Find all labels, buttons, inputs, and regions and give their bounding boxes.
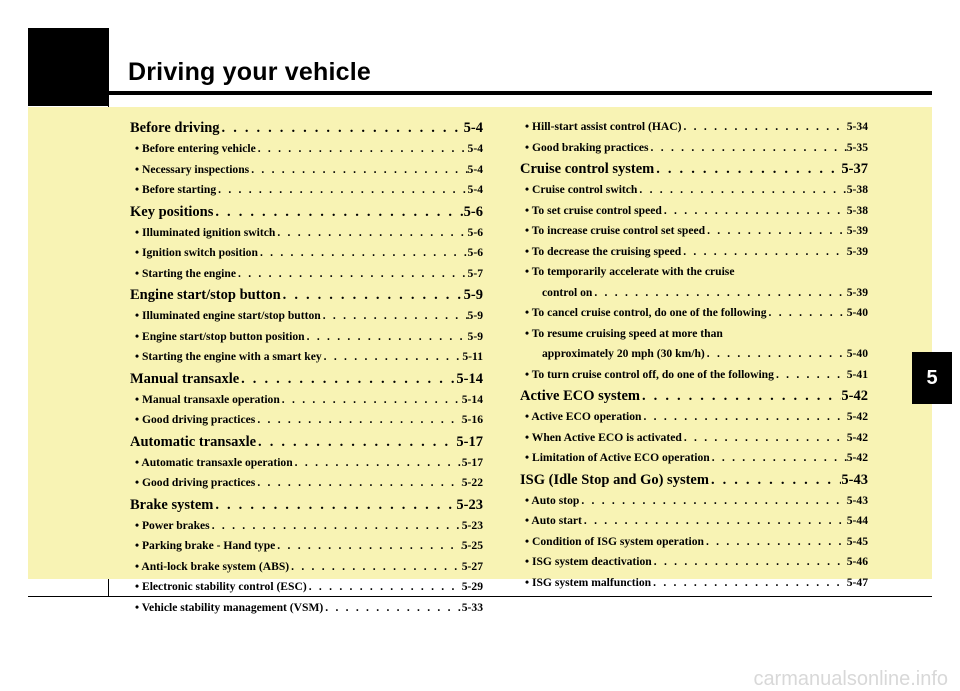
toc-page-number: 5-38 [846,183,868,196]
toc-page-number: 5-14 [456,370,483,387]
chapter-tab[interactable]: 5 [912,352,952,404]
toc-entry-title: • Before entering vehicle [135,142,256,155]
toc-entry-title: • Illuminated ignition switch [135,225,276,239]
toc-entry-title: • To decrease the cruising speed [525,244,682,258]
toc-entry-title: • Ignition switch position [135,246,258,259]
dot-leader [305,330,468,343]
toc-page-number: 5-9 [463,287,483,303]
toc-page-number: 5-44 [846,514,868,527]
toc-entry-title: • Auto stop [525,493,580,507]
dot-leader [649,141,847,154]
toc-entry-title: • To increase cruise control set speed [525,224,706,237]
toc-entry[interactable] [520,514,868,535]
toc-entry[interactable] [520,347,868,368]
toc-entry-title: • Starting the engine [135,266,236,280]
dot-leader [255,413,461,426]
toc-entry-title: Before driving [130,120,220,136]
toc-page-number: 5-17 [461,455,483,469]
toc-entry-title: • Manual transaxle operation [135,392,280,406]
dot-leader [637,183,846,196]
toc-entry-title: Brake system [130,496,214,513]
toc-section[interactable] [130,204,483,226]
toc-page-number: 5-40 [846,347,868,360]
toc-entry-title: • Good driving practices [135,413,256,426]
toc-entry[interactable] [520,306,868,327]
toc-page-number: 5-39 [846,285,868,299]
toc-page-number: 5-38 [846,203,868,217]
toc-page-number: 5-42 [846,430,868,444]
toc-page-number: 5-39 [846,224,868,237]
toc-page-number: 5-43 [846,493,868,507]
toc-entry-title: Automatic transaxle [130,433,257,450]
dot-leader [592,286,846,299]
toc-page-number: 5-42 [846,451,868,464]
toc-page-number: 5-17 [456,433,483,450]
toc-page-number: 5-23 [461,518,483,532]
toc-entry-title: • ISG system malfunction [525,575,652,589]
dot-leader [239,371,456,388]
toc-entry-title: • Limitation of Active ECO operation [525,451,710,464]
toc-entry[interactable] [130,519,483,540]
toc-entry-title: • To set cruise control speed [525,203,662,217]
toc-page-number: 5-4 [463,120,483,136]
toc-entry[interactable] [130,350,483,371]
toc-page-number: 5-46 [846,555,868,568]
toc-page-number: 5-25 [461,539,483,552]
toc-entry[interactable] [130,183,483,204]
toc-entry-line[interactable]: • To resume cruising speed at more than [525,326,723,340]
toc-entry[interactable] [130,267,483,288]
toc-page-number: 5-23 [456,496,483,513]
toc-entry-title: • Engine start/stop button position [135,329,305,343]
toc-page-number: 5-4 [467,183,483,196]
toc-entry[interactable] [130,142,483,163]
toc-entry[interactable] [520,368,868,389]
toc-entry-title: Active ECO system [520,388,641,404]
toc-page-number: 5-4 [467,142,483,155]
dot-leader [705,347,847,360]
dot-leader [641,410,846,423]
toc-page-number: 5-29 [461,580,483,593]
toc-entry-title: • Hill-start assist control (HAC) [525,120,682,133]
toc-page-number: 5-9 [467,309,483,322]
toc-entry[interactable] [520,451,868,472]
toc-page-number: 5-41 [846,367,868,381]
toc-entry[interactable] [130,601,483,622]
toc-entry[interactable] [520,183,868,204]
toc-entry[interactable] [130,226,483,247]
toc-page-number: 5-43 [841,471,868,488]
dot-leader [710,451,847,464]
dot-leader [767,306,847,319]
toc-page-number: 5-40 [846,306,868,319]
dot-leader [236,267,468,280]
toc-page-number: 5-11 [462,350,483,363]
toc-entry[interactable] [130,539,483,560]
toc-entry-title: • Automatic transaxle operation [135,455,293,469]
dot-leader [210,519,462,532]
toc-entry-title: Key positions [130,203,214,220]
toc-entry-title: • Condition of ISG system operation [525,534,704,548]
toc-entry[interactable] [130,393,483,414]
toc-page-number: 5-9 [467,329,483,343]
watermark [0,668,960,691]
toc-entry-title: • Starting the engine with a smart key [135,350,322,363]
dot-leader [289,560,462,573]
dot-leader [582,514,847,527]
toc-section[interactable] [130,434,483,456]
dot-leader [255,476,461,489]
toc-page-number: 5-42 [846,410,868,423]
toc-page-number: 5-33 [461,600,483,614]
dot-leader [275,226,467,239]
toc-entry-title: • Electronic stability control (ESC) [135,580,307,593]
toc-page-number: 5-7 [467,266,483,280]
toc-entry-title: ISG (Idle Stop and Go) system [520,471,709,488]
dot-leader [681,120,846,133]
dot-leader [281,287,464,304]
dot-leader [682,431,847,444]
toc-entry[interactable] [130,456,483,477]
dot-leader [258,246,468,259]
toc-entry[interactable] [130,476,483,497]
dot-leader [321,309,468,322]
toc-entry[interactable] [520,245,868,266]
dot-leader [249,163,467,176]
page-title: Driving your vehicle [128,58,371,86]
toc-entry-title: • Necessary inspections [135,162,250,176]
watermark-text: carmanualsonline.info [753,668,948,690]
toc-entry[interactable] [520,555,868,576]
toc-page-number: 5-34 [846,120,868,133]
toc-page-number: 5-35 [846,140,868,154]
toc-column-left [130,120,483,621]
toc-entry-title: • Good driving practices [135,476,256,489]
dot-leader [220,120,464,137]
dot-leader [275,539,461,552]
dot-leader [652,555,847,568]
toc-section[interactable] [130,287,483,309]
dot-leader [322,350,463,363]
header-black-block [28,28,109,106]
toc-entry[interactable] [520,286,868,307]
toc-entry-title: • Vehicle stability management (VSM) [135,600,324,614]
toc-entry[interactable] [520,494,868,515]
toc-entry-title: control on [542,285,593,299]
toc-page-number: 5-16 [461,413,483,426]
toc-entry-title: • Good braking practices [525,140,649,154]
dot-leader [654,161,841,178]
toc-entry-title: Cruise control system [520,161,655,177]
toc-entry[interactable] [520,410,868,431]
toc-entry[interactable] [520,120,868,141]
toc-entry-title: • When Active ECO is activated [525,430,682,444]
dot-leader [293,456,462,469]
toc-page-number: 5-14 [461,392,483,406]
toc-page-number: 5-6 [467,225,483,239]
toc-entry-title: • To cancel cruise control, do one of the following [525,306,767,319]
toc-entry-title: approximately 20 mph (30 km/h) [542,347,705,360]
dot-leader [640,388,841,405]
dot-leader [651,576,847,589]
toc-entry-title: • Cruise control switch [525,183,638,196]
dot-leader [323,601,461,614]
dot-leader [213,497,456,514]
toc-section[interactable] [520,161,868,183]
toc-section[interactable] [130,120,483,142]
toc-page-number: 5-47 [846,575,868,589]
toc-entry[interactable] [520,535,868,556]
dot-leader [681,245,847,258]
dot-leader [705,224,847,237]
toc-entry[interactable] [520,224,868,245]
dot-leader [774,368,847,381]
toc-entry[interactable] [130,413,483,434]
toc-page-number: 5-6 [463,203,483,220]
toc-entry[interactable] [520,431,868,452]
toc-page-number: 5-37 [841,161,868,177]
toc-page-number: 5-4 [467,162,483,176]
toc-entry-title: • Before starting [135,183,217,196]
toc-page-number: 5-6 [467,246,483,259]
toc-entry-title: • Power brakes [135,518,210,532]
toc-entry-title: • ISG system deactivation [525,555,652,568]
toc-entry[interactable] [130,309,483,330]
toc-section[interactable] [520,472,868,494]
toc-entry[interactable] [130,163,483,184]
title-rule [109,91,932,95]
toc-section[interactable] [130,371,483,393]
toc-entry-line[interactable]: • To temporarily accelerate with the cruise [525,265,735,278]
toc-entry[interactable] [520,204,868,225]
toc-page-number: 5-45 [846,534,868,548]
toc-entry-title: • Anti-lock brake system (ABS) [135,559,290,573]
dot-leader [704,535,847,548]
toc-section[interactable] [520,388,868,410]
toc-page-number: 5-22 [461,476,483,489]
toc-entry[interactable] [130,580,483,601]
toc-section[interactable] [130,497,483,519]
toc-entry-title: Manual transaxle [130,370,240,387]
toc-page-number: 5-27 [461,559,483,573]
toc-entry[interactable] [130,246,483,267]
toc-column-right [520,120,868,596]
dot-leader [280,393,462,406]
dot-leader [256,142,468,155]
dot-leader [662,204,847,217]
dot-leader [216,183,467,196]
dot-leader [579,494,846,507]
dot-leader [213,204,463,221]
toc-entry[interactable] [130,330,483,351]
toc-entry-title: • Parking brake - Hand type [135,539,276,552]
toc-page-number: 5-39 [846,244,868,258]
dot-leader [307,580,462,593]
toc-entry-title: Engine start/stop button [130,287,281,303]
toc-entry[interactable] [520,141,868,162]
toc-entry-title: • Active ECO operation [525,410,642,423]
dot-leader [256,434,456,451]
dot-leader [709,472,841,489]
toc-entry-title: • Illuminated engine start/stop button [135,309,321,322]
toc-entry-title: • To turn cruise control off, do one of the following [525,367,774,381]
toc-entry[interactable] [520,576,868,597]
toc-entry[interactable] [130,560,483,581]
toc-entry-title: • Auto start [525,514,582,527]
toc-page-number: 5-42 [841,388,868,404]
